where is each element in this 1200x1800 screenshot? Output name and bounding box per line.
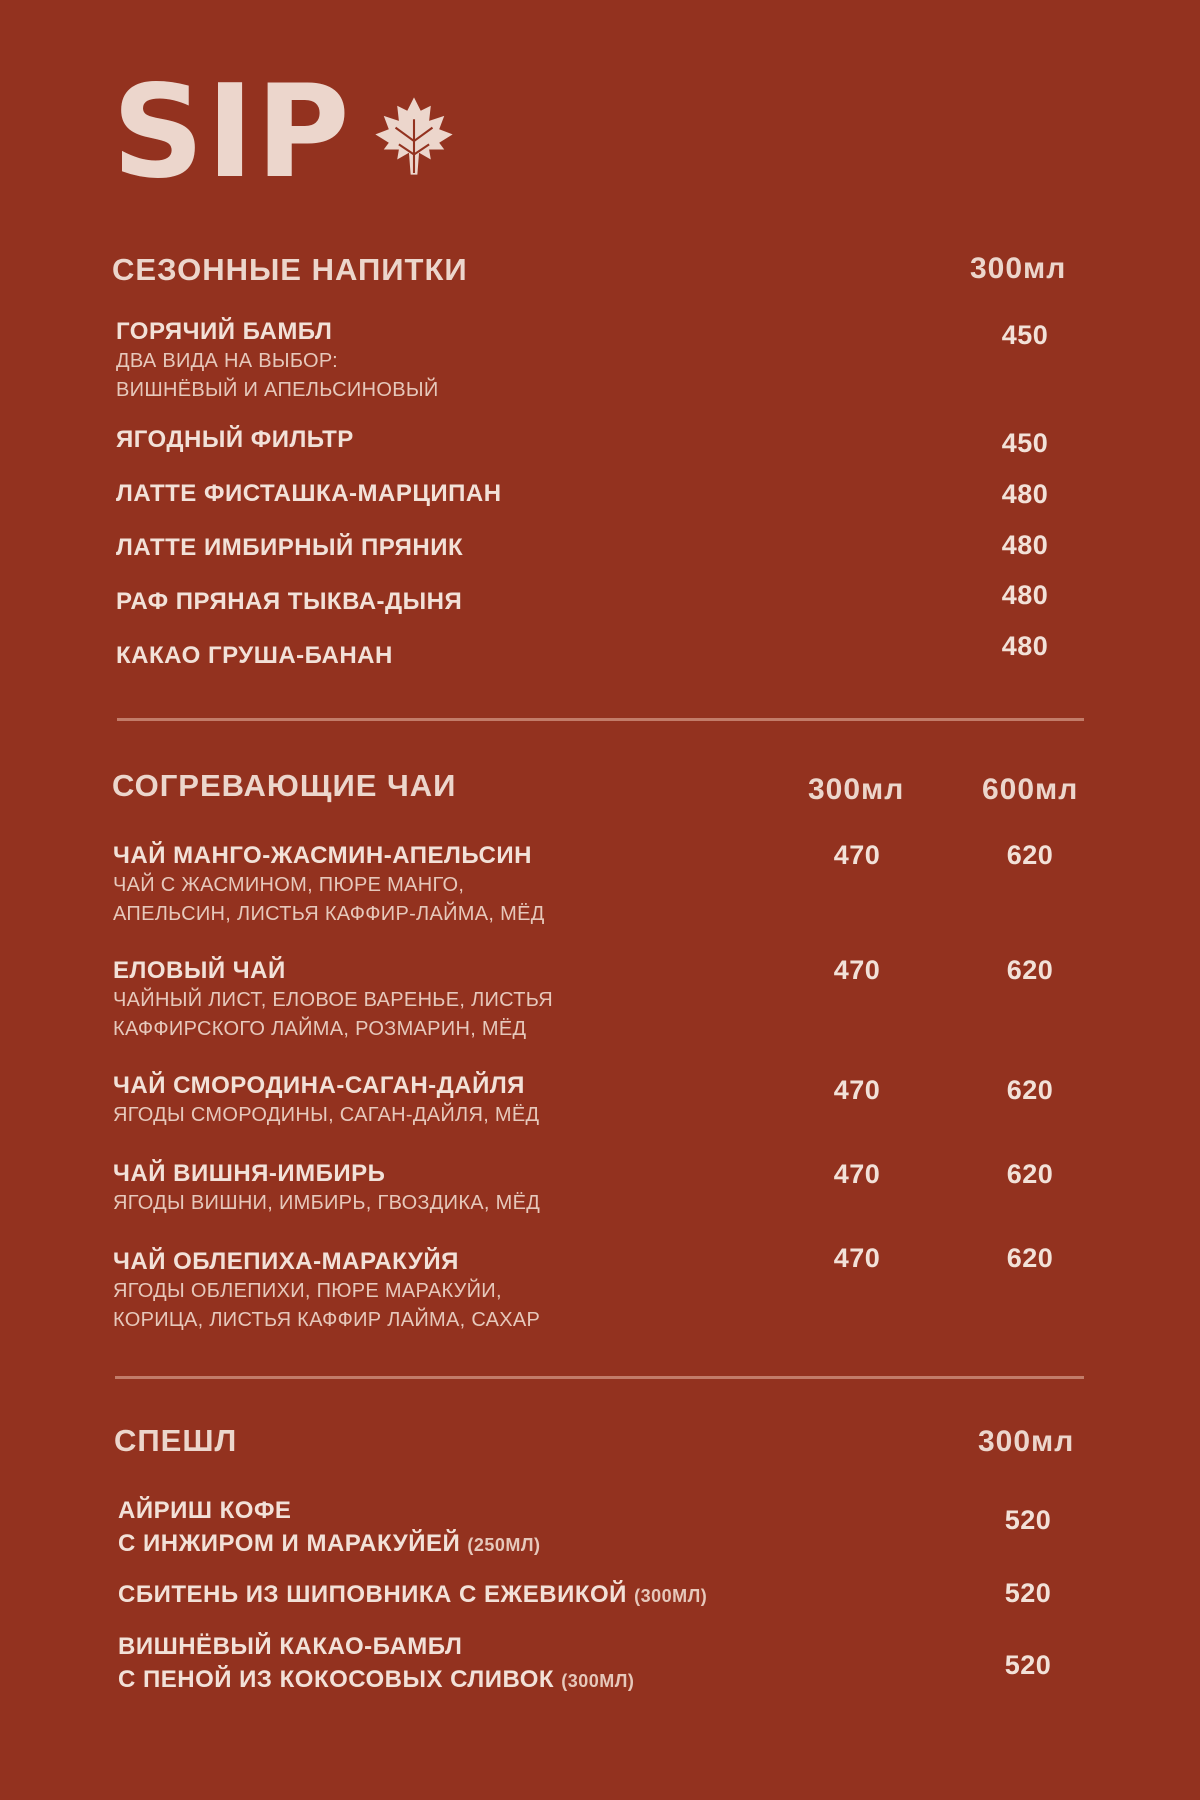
list-item [113,1071,539,1130]
item-volume-note: (300МЛ) [634,1586,708,1606]
item-name: ЧАЙ МАНГО-ЖАСМИН-АПЕЛЬСИН [113,842,532,869]
item-price: 520 [1004,1650,1052,1680]
item-price: 520 [1004,1505,1052,1535]
divider [117,718,1084,721]
list-item [113,841,545,929]
item-name: ЧАЙ СМОРОДИНА-САГАН-ДАЙЛЯ [113,1072,525,1099]
section-title-special: СПЕШЛ [114,1423,238,1458]
item-name: ЧАЙ ОБЛЕПИХА-МАРАКУЙЯ [113,1248,459,1275]
item-name: ВИШНЁВЫЙ КАКАО-БАМБЛ [118,1633,463,1660]
item-name-text: С ИНЖИРОМ И МАРАКУЙЕЙ [118,1530,461,1557]
list-item [113,1247,540,1335]
item-price-600: 620 [1006,1075,1054,1105]
item-name-text: С ПЕНОЙ ИЗ КОКОСОВЫХ СЛИВОК [118,1666,555,1693]
item-description: ДВА ВИДА НА ВЫБОР: [116,350,338,372]
item-price-300: 470 [833,1159,881,1189]
list-item [118,1580,707,1611]
item-description: КОРИЦА, ЛИСТЬЯ КАФФИР ЛАЙМА, САХАР [113,1309,541,1331]
item-name: ЧАЙ ВИШНЯ-ИМБИРЬ [113,1160,386,1187]
item-name-text: СБИТЕНЬ ИЗ ШИПОВНИКА С ЕЖЕВИКОЙ [118,1581,627,1608]
item-price: 450 [1001,320,1049,350]
item-price-300: 470 [833,955,881,985]
list-item [113,956,553,1044]
brand-name: SIP [112,58,352,207]
maple-leaf-icon [372,94,456,178]
item-price-300: 470 [833,1075,881,1105]
item-description: КАФФИРСКОГО ЛАЙМА, РОЗМАРИН, МЁД [113,1018,527,1040]
divider [115,1376,1084,1379]
volume-header-seasonal: 300мл [970,252,1067,285]
brand-logo [112,58,456,207]
item-name: ГОРЯЧИЙ БАМБЛ [116,318,333,345]
item-name: ЛАТТЕ ИМБИРНЫЙ ПРЯНИК [116,534,464,561]
item-price: 480 [1001,631,1049,661]
item-name: РАФ ПРЯНАЯ ТЫКВА-ДЫНЯ [116,588,463,615]
item-price: 480 [1001,479,1049,509]
item-price: 480 [1001,530,1049,560]
section-title-teas: СОГРЕВАЮЩИЕ ЧАИ [112,768,457,803]
volume-header-600: 600мл [982,773,1079,806]
item-name: КАКАО ГРУША-БАНАН [116,642,393,669]
item-description: АПЕЛЬСИН, ЛИСТЬЯ КАФФИР-ЛАЙМА, МЁД [113,903,545,925]
item-description: ЯГОДЫ ВИШНИ, ИМБИРЬ, ГВОЗДИКА, МЁД [113,1192,541,1214]
item-price: 450 [1001,428,1049,458]
item-description: ЧАЙ С ЖАСМИНОМ, ПЮРЕ МАНГО, [113,874,465,896]
item-description: ВИШНЁВЫЙ И АПЕЛЬСИНОВЫЙ [116,379,439,401]
volume-header-special: 300мл [978,1425,1075,1458]
item-volume-note: (250МЛ) [467,1535,541,1555]
section-title-seasonal: СЕЗОННЫЕ НАПИТКИ [112,252,468,287]
list-item [118,1496,541,1560]
item-price-300: 470 [833,1243,881,1273]
item-price-600: 620 [1006,955,1054,985]
item-name: ЯГОДНЫЙ ФИЛЬТР [116,426,354,453]
item-name: АЙРИШ КОФЕ [118,1497,292,1524]
item-name-line2 [118,1665,634,1696]
item-price-600: 620 [1006,840,1054,870]
item-name-line2 [118,1529,541,1560]
list-item [118,1632,634,1696]
item-name: ЛАТТЕ ФИСТАШКА-МАРЦИПАН [116,480,502,507]
item-description: ЧАЙНЫЙ ЛИСТ, ЕЛОВОЕ ВАРЕНЬЕ, ЛИСТЬЯ [113,989,554,1011]
list-item [116,317,439,405]
item-volume-note: (300МЛ) [561,1671,635,1691]
item-price: 480 [1001,580,1049,610]
item-price-600: 620 [1006,1243,1054,1273]
item-name: ЕЛОВЫЙ ЧАЙ [113,957,286,984]
volume-header-300: 300мл [808,773,905,806]
item-price: 520 [1004,1578,1052,1608]
item-price-600: 620 [1006,1159,1054,1189]
item-description: ЯГОДЫ ОБЛЕПИХИ, ПЮРЕ МАРАКУЙИ, [113,1280,502,1302]
list-item [113,1159,540,1218]
item-description: ЯГОДЫ СМОРОДИНЫ, САГАН-ДАЙЛЯ, МЁД [113,1104,540,1126]
item-price-300: 470 [833,840,881,870]
